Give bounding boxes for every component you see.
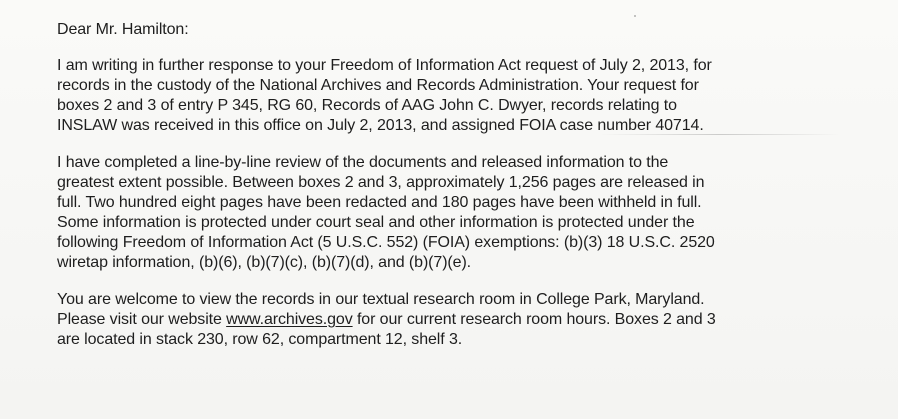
archives-website-link[interactable]: www.archives.gov	[226, 311, 353, 328]
text-line: following Freedom of Information Act (5 U.S.C. 552) (FOIA) exemptions: (b)(3) 18 U.S.C. 2520	[57, 234, 715, 251]
text-fragment: for our current research room hours. Boxes 2 and 3	[352, 311, 716, 328]
paragraph-review-results	[57, 153, 847, 273]
text-line: wiretap information, (b)(6), (b)(7)(c), (b)(7)(d), and (b)(7)(e).	[57, 254, 472, 271]
text-line: I am writing in further response to your Freedom of Information Act request of July 2, 2013, for	[57, 57, 712, 74]
text-line: You are welcome to view the records in our textual research room in College Park, Maryland.	[57, 291, 705, 308]
text-line: records in the custody of the National Archives and Records Administration. Your request for	[57, 77, 699, 94]
scan-speck	[634, 15, 636, 17]
text-line	[57, 310, 847, 330]
text-line: Some information is protected under court seal and other information is protected under the	[57, 214, 695, 231]
text-line: greatest extent possible. Between boxes 2 and 3, approximately 1,256 pages are released in	[57, 174, 705, 191]
text-line: I have completed a line-by-line review of the documents and released information to the	[57, 154, 669, 171]
text-line: are located in stack 230, row 62, compartment 12, shelf 3.	[57, 331, 463, 348]
paragraph-viewing-info	[57, 290, 847, 350]
text-line: full. Two hundred eight pages have been redacted and 180 pages have been withheld in full.	[57, 194, 702, 211]
letter-body	[57, 20, 847, 367]
text-line: INSLAW was received in this office on July 2, 2013, and assigned FOIA case number 40714.	[57, 117, 704, 134]
text-line: boxes 2 and 3 of entry P 345, RG 60, Records of AAG John C. Dwyer, records relating to	[57, 97, 677, 114]
paragraph-request-details	[57, 56, 847, 136]
salutation: Dear Mr. Hamilton:	[57, 21, 189, 38]
text-fragment: Please visit our website	[57, 311, 227, 328]
